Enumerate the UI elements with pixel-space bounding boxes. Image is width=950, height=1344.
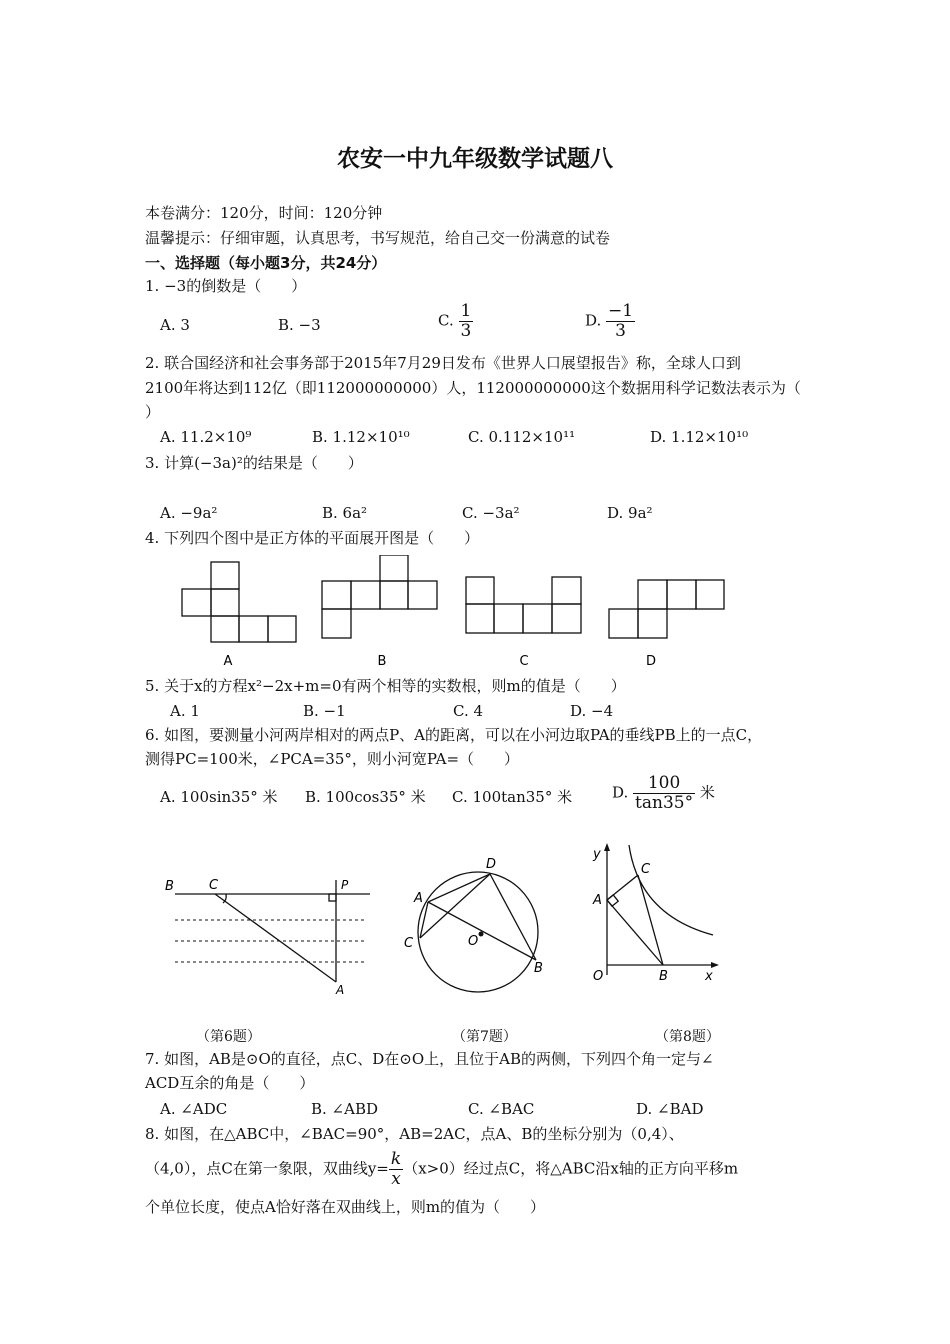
- fig8-caption: （第8题）: [655, 1029, 720, 1045]
- fig7-label-a: A: [414, 891, 423, 906]
- page-title: 农安一中九年级数学试题八: [337, 146, 613, 172]
- q1-d-num: −1: [608, 301, 634, 321]
- q1-option-c: [438, 302, 473, 341]
- score-time-info: 本卷满分：120分，时间：120分钟: [145, 204, 383, 222]
- q2-option-c: C. 0.112×10¹¹: [468, 428, 576, 446]
- fig8-label-o: O: [593, 969, 604, 984]
- q1-c-fraction: [459, 302, 474, 341]
- q2-line-3: ）: [145, 403, 161, 421]
- fig8-label-a: A: [593, 893, 602, 908]
- q5-stem: 5. 关于x的方程x²−2x+m=0有两个相等的实数根，则m的值是（ ）: [145, 677, 626, 695]
- fig7-label-o: O: [468, 934, 479, 949]
- q6-d-num: 100: [633, 774, 695, 794]
- q6-option-c: C. 100tan35° 米: [452, 788, 573, 806]
- q4-cube-nets: [170, 555, 740, 675]
- figure-6: [160, 870, 375, 1000]
- q8-line-3: 个单位长度，使点A恰好落在双曲线上，则m的值为（ ）: [145, 1198, 546, 1216]
- q5-option-d: D. −4: [570, 702, 614, 720]
- fig7-label-b: B: [534, 961, 543, 976]
- q7-option-c: C. ∠BAC: [468, 1100, 535, 1118]
- q7-line-1: 7. 如图，AB是⊙O的直径，点C、D在⊙O上，且位于AB的两侧，下列四个角一定与∠: [145, 1050, 714, 1068]
- q2-line-1: 2. 联合国经济和社会事务部于2015年7月29日发布《世界人口展望报告》称，全球人口到: [145, 354, 741, 372]
- figure-7: [398, 852, 558, 1002]
- q8-frac-den: x: [391, 1169, 401, 1189]
- fig6-label-p: P: [341, 878, 349, 892]
- net-b: [322, 555, 437, 638]
- q3-option-c: C. −3a²: [462, 504, 520, 522]
- net-a: [182, 562, 296, 642]
- q6-d-fraction: [633, 774, 695, 813]
- q8-line-2-start: （4,0），点C在第一象限，双曲线y=: [145, 1159, 389, 1178]
- net-c: [466, 577, 581, 633]
- fig6-label-a: A: [336, 983, 345, 997]
- q8-line-2: [145, 1150, 738, 1189]
- net-label-c: C: [519, 654, 529, 669]
- q7-option-a: A. ∠ADC: [160, 1100, 228, 1118]
- q6-d-unit: 米: [699, 783, 715, 802]
- q5-option-a: A. 1: [170, 702, 200, 720]
- fig8-label-x: x: [705, 969, 713, 984]
- q1-option-d: [585, 302, 635, 341]
- q1-c-num: 1: [460, 301, 472, 321]
- tip-text: 温馨提示：仔细审题，认真思考，书写规范，给自己交一份满意的试卷: [145, 229, 611, 247]
- q2-option-a: A. 11.2×10⁹: [160, 428, 252, 446]
- q8-frac-num: k: [390, 1149, 402, 1169]
- q1-c-prefix: C.: [438, 311, 454, 330]
- fig8-label-y: y: [593, 847, 601, 862]
- q7-line-2: ACD互余的角是（ ）: [145, 1074, 315, 1092]
- q8-hyperbola-fraction: [389, 1150, 403, 1189]
- q1-option-a: A. 3: [160, 316, 190, 334]
- q2-option-d: D. 1.12×10¹⁰: [650, 428, 749, 446]
- q6-option-b: B. 100cos35° 米: [305, 788, 426, 806]
- q2-option-b: B. 1.12×10¹⁰: [312, 428, 410, 446]
- q7-option-d: D. ∠BAD: [636, 1100, 704, 1118]
- net-label-a: A: [223, 654, 233, 669]
- q7-option-b: B. ∠ABD: [311, 1100, 379, 1118]
- q1-option-b: B. −3: [278, 316, 321, 334]
- net-d: [609, 580, 724, 638]
- fig7-label-c: C: [404, 936, 414, 951]
- fig8-label-b: B: [659, 969, 668, 984]
- q6-line-1: 6. 如图，要测量小河两岸相对的两点P、A的距离，可以在小河边取PA的垂线PB上的一点C，: [145, 726, 763, 744]
- net-label-d: D: [645, 654, 657, 669]
- q8-line-1: 8. 如图，在△ABC中，∠BAC=90°，AB=2AC，点A、B的坐标分别为（0,4）、: [145, 1125, 684, 1143]
- q6-d-den: tan35°: [635, 793, 694, 813]
- q8-line-2-end: （x>0）经过点C，将△ABC沿x轴的正方向平移m: [403, 1159, 739, 1178]
- q6-d-prefix: D.: [612, 783, 629, 802]
- q3-stem: 3. 计算(−3a)²的结果是（ ）: [145, 454, 363, 472]
- q3-option-a: A. −9a²: [160, 504, 218, 522]
- fig6-caption: （第6题）: [196, 1029, 261, 1045]
- q5-option-b: B. −1: [303, 702, 346, 720]
- q5-option-c: C. 4: [453, 702, 484, 720]
- fig6-label-b: B: [165, 879, 174, 894]
- q1-d-den: 3: [615, 321, 626, 341]
- q1-d-fraction: [606, 302, 635, 341]
- q6-option-a: A. 100sin35° 米: [160, 788, 278, 806]
- q4-stem: 4. 下列四个图中是正方体的平面展开图是（ ）: [145, 529, 480, 547]
- section-1-heading: 一、选择题（每小题3分，共24分）: [145, 254, 387, 272]
- q1-stem: 1. −3的倒数是（ ）: [145, 277, 307, 295]
- q3-option-b: B. 6a²: [322, 504, 368, 522]
- fig7-caption: （第7题）: [452, 1029, 517, 1045]
- net-label-b: B: [377, 654, 387, 669]
- fig7-label-d: D: [486, 857, 497, 872]
- q3-option-d: D. 9a²: [607, 504, 653, 522]
- fig6-label-c: C: [209, 878, 219, 893]
- q2-line-2: 2100年将达到112亿（即112000000000）人，112000000000这个数据用科学记数法表示为（: [145, 379, 801, 397]
- q1-d-prefix: D.: [585, 311, 602, 330]
- q6-option-d: [612, 774, 715, 813]
- q6-line-2: 测得PC=100米，∠PCA=35°，则小河宽PA=（ ）: [145, 750, 520, 768]
- figure-8: [585, 835, 725, 985]
- q1-c-den: 3: [460, 321, 472, 341]
- fig8-label-c: C: [641, 862, 651, 877]
